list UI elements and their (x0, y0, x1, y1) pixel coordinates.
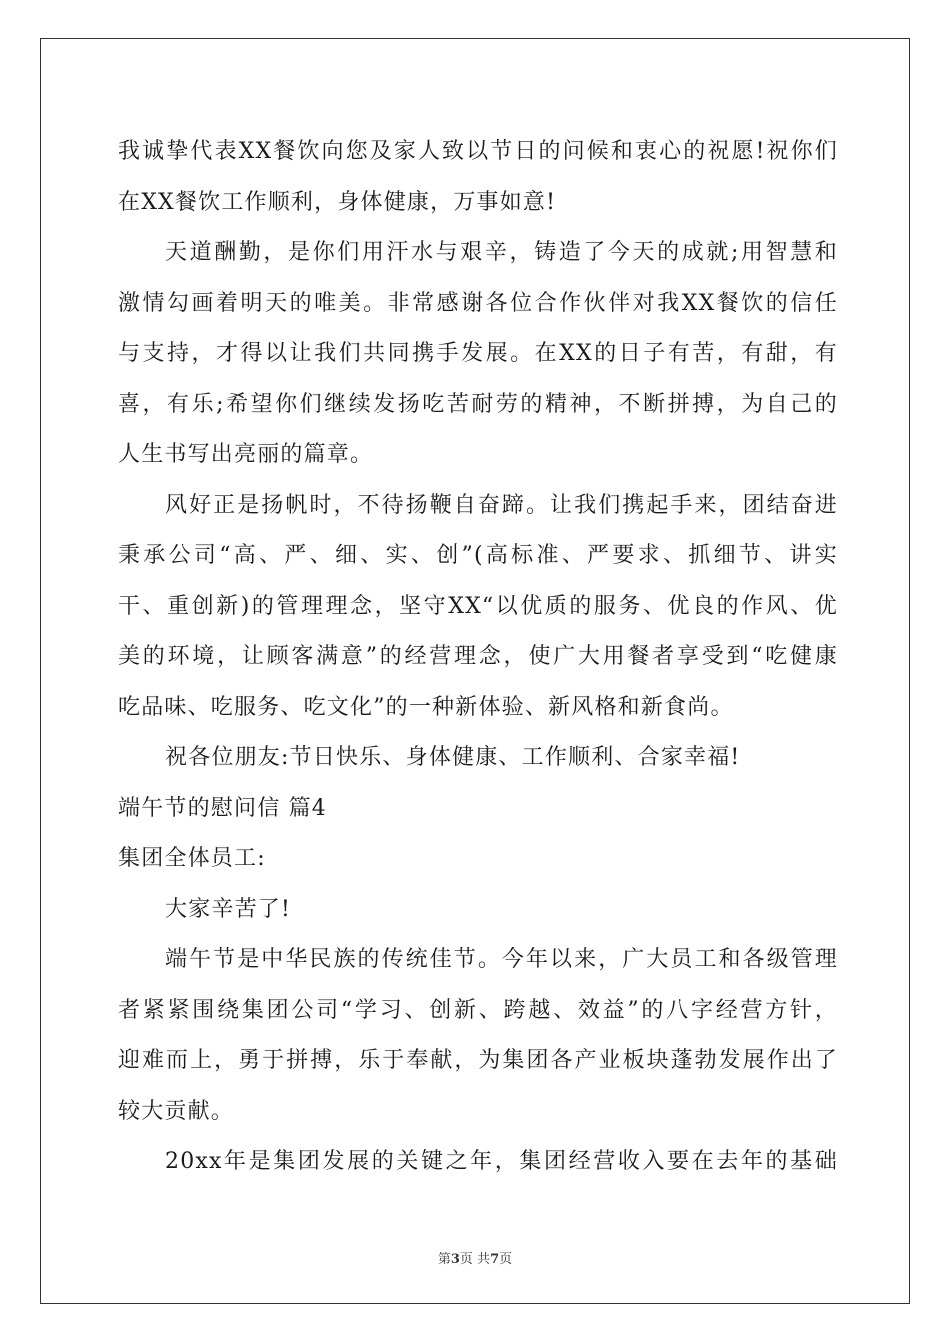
paragraph-line: 者紧紧围绕集团公司“学习、创新、跨越、效益”的八字经营方针， (118, 997, 838, 1023)
paragraph-line: 与支持，才得以让我们共同携手发展。在XX的日子有苦，有甜，有 (118, 341, 838, 366)
document-body (118, 127, 838, 1188)
paragraph-line: 美的环境，让顾客满意”的经营理念，使广大用餐者享受到“吃健康 (118, 644, 838, 669)
page-total: 7 (490, 1252, 500, 1267)
paragraph-line: 较大贡献。 (118, 1098, 235, 1124)
paragraph-line: 风好正是扬帆时，不待扬鞭自奋蹄。让我们携起手来，团结奋进 (165, 492, 838, 518)
paragraph-line: 祝各位朋友:节日快乐、身体健康、工作顺利、合家幸福! (165, 745, 741, 770)
page-prefix: 第 (437, 1252, 451, 1267)
page-suffix: 页 (499, 1252, 513, 1267)
paragraph-line: 我诚挚代表XX餐饮向您及家人致以节日的问候和衷心的祝愿!祝你们 (118, 139, 838, 164)
page-mid: 页 共 (459, 1252, 491, 1267)
paragraph-line: 吃品味、吃服务、吃文化”的一种新体验、新风格和新食尚。 (118, 694, 734, 720)
paragraph-line: 激情勾画着明天的唯美。非常感谢各位合作伙伴对我XX餐饮的信任 (118, 290, 838, 316)
paragraph-line: 干、重创新)的管理理念，坚守XX“以优质的服务、优良的作风、优 (118, 593, 838, 619)
section-heading: 端午节的慰问信 篇4 (118, 795, 327, 821)
paragraph-line: 天道酬勤，是你们用汗水与艰辛，铸造了今天的成就;用智慧和 (165, 240, 838, 265)
paragraph-line: 人生书写出亮丽的篇章。 (118, 442, 374, 467)
page-current: 3 (450, 1252, 460, 1267)
paragraph-line: 迎难而上，勇于拼搏，乐于奉献，为集团各产业板块蓬勃发展作出了 (118, 1048, 838, 1073)
paragraph-line: 在XX餐饮工作顺利，身体健康，万事如意! (118, 189, 557, 215)
salutation: 集团全体员工: (118, 846, 266, 871)
page-footer (0, 1248, 950, 1267)
paragraph-line: 秉承公司“高、严、细、实、创”(高标准、严要求、抓细节、讲实 (118, 543, 838, 568)
paragraph-line: 20xx年是集团发展的关键之年，集团经营收入要在去年的基础 (165, 1149, 838, 1174)
paragraph-line: 喜，有乐;希望你们继续发扬吃苦耐劳的精神，不断拼搏，为自己的 (118, 391, 838, 417)
paragraph-line: 端午节是中华民族的传统佳节。今年以来，广大员工和各级管理 (165, 947, 838, 972)
greeting-line: 大家辛苦了! (165, 896, 292, 922)
